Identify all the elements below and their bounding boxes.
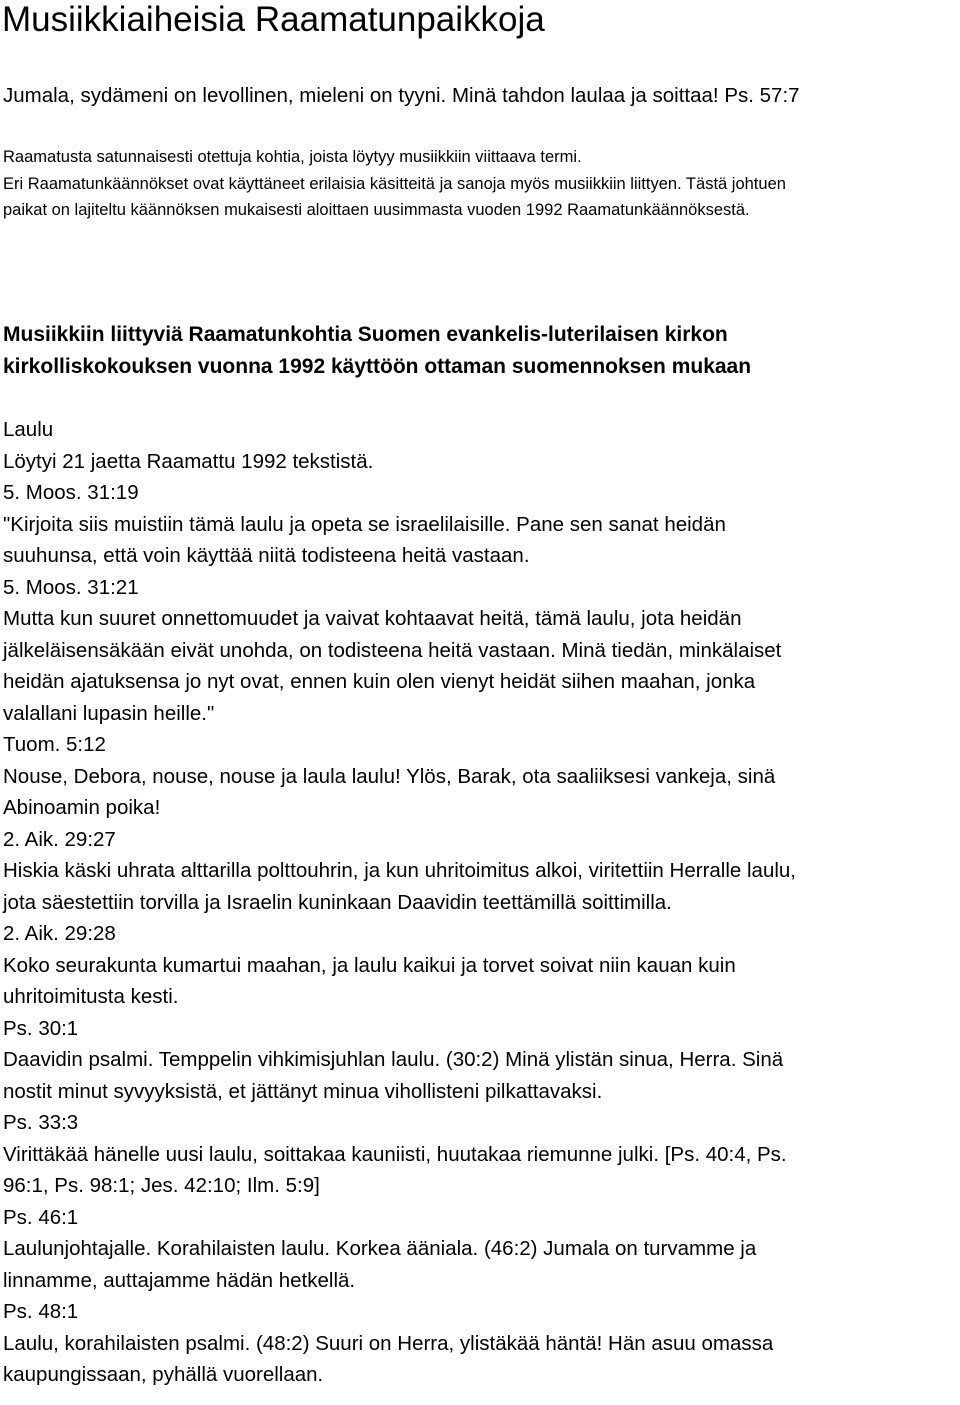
- verse-text-line: linnamme, auttajamme hädän hetkellä.: [3, 1268, 356, 1292]
- verse-reference: 2. Aik. 29:28: [3, 922, 116, 945]
- verse-text-line: Koko seurakunta kumartui maahan, ja laulu kaikui ja torvet soivat niin kauan kuin: [3, 953, 736, 977]
- verse-reference: 5. Moos. 31:19: [3, 481, 139, 504]
- intro-line: Raamatusta satunnaisesti otettuja kohtia, joista löytyy musiikkiin viittaava termi.: [3, 148, 582, 166]
- verse-reference: Ps. 33:3: [3, 1111, 79, 1134]
- verse-text-line: Mutta kun suuret onnettomuudet ja vaivat kohtaavat heitä, tämä laulu, jota heidän: [3, 607, 742, 630]
- verse-text-line: nostit minut syvyyksistä, et jättänyt minua vihollisteni pilkattavaksi.: [3, 1079, 603, 1103]
- section-heading-line: Musiikkiin liittyviä Raamatunkohtia Suomen evankelis-luterilaisen kirkon: [3, 323, 728, 346]
- intro-line: Eri Raamatunkäännökset ovat käyttäneet erilaisia käsitteitä ja sanoja myös musiikkiin liittyen. Tästä johtuen: [3, 174, 786, 193]
- verse-text-line: Abinoamin poika!: [3, 796, 161, 819]
- verse-text-line: valallani lupasin heille.": [3, 701, 215, 725]
- verse-reference: Ps. 48:1: [3, 1300, 79, 1323]
- verse-text-line: Nouse, Debora, nouse, nouse ja laula laulu! Ylös, Barak, ota saaliiksesi vankeja, sinä: [3, 764, 776, 788]
- intro-paragraph: [3, 144, 786, 224]
- verse-text-line: Virittäkää hänelle uusi laulu, soittakaa kauniisti, huutakaa riemunne julki. [Ps. 40:4, Ps.: [3, 1142, 787, 1166]
- page-title: Musiikkiaiheisia Raamatunpaikkoja: [2, 0, 545, 39]
- verse-reference: 5. Moos. 31:21: [3, 575, 139, 599]
- epigraph-verse: Jumala, sydämeni on levollinen, mieleni on tyyni. Minä tahdon laulaa ja soittaa! Ps. 57:7: [3, 84, 800, 107]
- section-heading-line: kirkolliskokouksen vuonna 1992 käyttöön ottaman suomennoksen mukaan: [3, 355, 752, 378]
- verse-text-line: heidän ajatuksensa jo nyt ovat, ennen kuin olen vienyt heidät siihen maahan, jonka: [3, 670, 756, 693]
- verse-text-line: uhritoimitusta kesti.: [3, 985, 179, 1008]
- verse-reference: Tuom. 5:12: [3, 733, 106, 756]
- verse-reference: Ps. 30:1: [3, 1016, 79, 1040]
- verse-text-line: Laulunjohtajalle. Korahilaisten laulu. Korkea ääniala. (46:2) Jumala on turvamme ja: [3, 1237, 757, 1260]
- verse-text-line: Laulu, korahilaisten psalmi. (48:2) Suuri on Herra, ylistäkää häntä! Hän asuu omassa: [3, 1331, 774, 1355]
- verse-reference: 2. Aik. 29:27: [3, 827, 116, 851]
- verse-text-line: 96:1, Ps. 98:1; Jes. 42:10; Ilm. 5:9]: [3, 1174, 320, 1197]
- topic-label: Laulu: [3, 418, 54, 441]
- verse-reference: Ps. 46:1: [3, 1205, 79, 1229]
- section-heading: [3, 319, 751, 383]
- verse-text-line: Hiskia käski uhrata alttarilla polttouhrin, ja kun uhritoimitus alkoi, viritettiin Herralle laulu,: [3, 859, 797, 882]
- verse-text-line: Daavidin psalmi. Temppelin vihkimisjuhlan laulu. (30:2) Minä ylistän sinua, Herra. Sinä: [3, 1048, 784, 1071]
- verse-list: [3, 414, 953, 1391]
- verse-text-line: "Kirjoita siis muistiin tämä laulu ja opeta se israelilaisille. Pane sen sanat heidän: [3, 512, 726, 536]
- verse-text-line: jälkeläisensäkään eivät unohda, on todisteena heitä vastaan. Minä tiedän, minkälaiset: [3, 638, 782, 662]
- verse-text-line: suuhunsa, että voin käyttää niitä todisteena heitä vastaan.: [3, 544, 530, 567]
- result-count: Löytyi 21 jaetta Raamattu 1992 tekstistä.: [3, 449, 374, 473]
- intro-line: paikat on lajiteltu käännöksen mukaisesti aloittaen uusimmasta vuoden 1992 Raamatunkäännöksestä.: [3, 201, 750, 219]
- verse-lines: [3, 477, 953, 1391]
- verse-text-line: jota säestettiin torvilla ja Israelin kuninkaan Daavidin teettämillä soittimilla.: [3, 890, 672, 914]
- verse-text-line: kaupungissaan, pyhällä vuorellaan.: [3, 1363, 324, 1386]
